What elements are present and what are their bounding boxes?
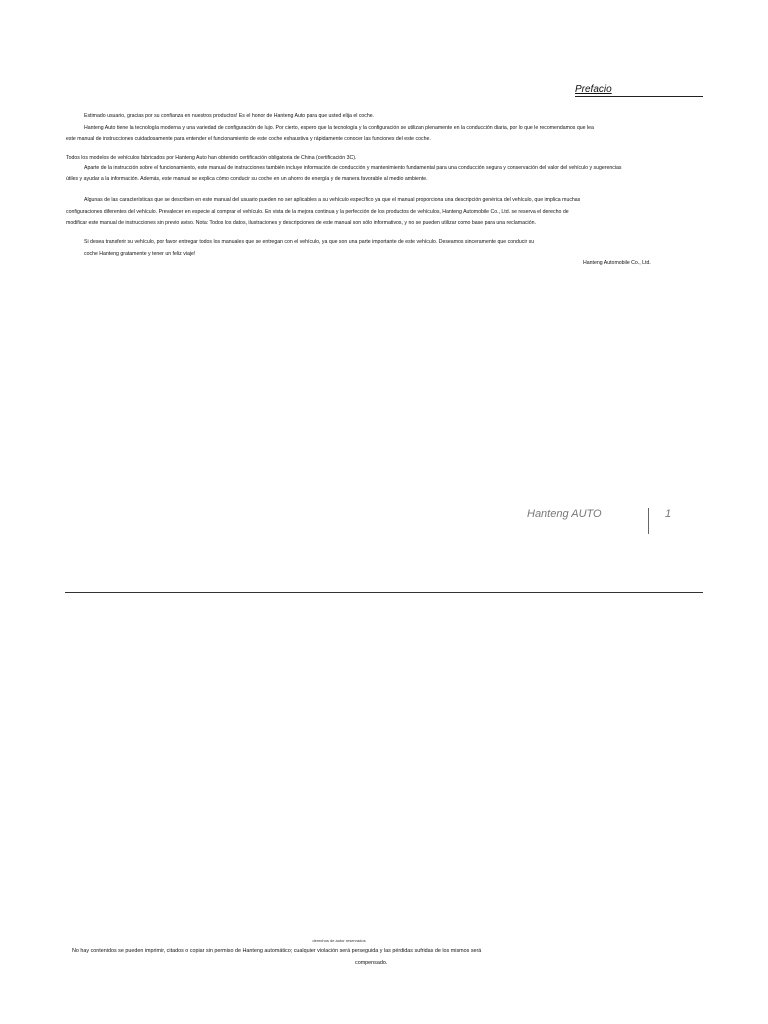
paragraph-transfer-line1: Si desea transferir su vehículo, por favor entregar todos los manuales que se entregan con el vehículo, ya que son una parte importante de este vehículo. Deseamos sinceramente que conducir su <box>84 239 535 245</box>
preface-body-transfer <box>66 237 706 260</box>
copyright-notice-line2: compensado. <box>355 960 388 966</box>
copyright-notice-line1: No hay contenidos se pueden imprimir, citados o copiar sin permiso de Hanteng automático; cualquier violación será perseguida y las pérdidas sufridas de los mismos será <box>72 948 482 954</box>
paragraph-features-line3: modificar este manual de instrucciones sin previo aviso. Nota: Todos los datos, ilustraciones y descripciones de este manual son sólo informativos, y no se pueden utilizar como base para una reclamación. <box>66 220 536 226</box>
preface-body-features <box>66 195 706 230</box>
footer-brand: Hanteng AUTO <box>527 508 602 520</box>
section-title: Prefacio <box>575 84 612 95</box>
preface-body <box>66 111 706 146</box>
page-number: 1 <box>665 508 672 520</box>
preface-body-certification <box>66 153 706 186</box>
paragraph-instructions-line1: Aparte de la instrucción sobre el funcionamiento, este manual de instrucciones también incluye información de conducción y mantenimiento fundamental para una conducción segura y conservación del valor del vehículo y sugerencias <box>84 164 622 171</box>
copyright-title <box>0 938 768 943</box>
company-signature: Hanteng Automobile Co., Ltd. <box>583 260 651 266</box>
paragraph-instructions-line2: útiles y ayudar a la información. Además, este manual se explica cómo conducir su coche en un ahorro de energía y de manera favorable al medio ambiente. <box>66 176 428 182</box>
paragraph-technology-line1: Hanteng Auto tiene la tecnología moderna y una variedad de configuración de lujo. Por cierto, espero que la tecnología y la configuración se utilizan plenamente en la conducción diaria, por lo que le recomendamos que lea <box>84 124 594 131</box>
paragraph-technology-line2: este manual de instrucciones cuidadosamente para entender el funcionamiento de este coche exhaustiva y rápidamente conocer las funciones del este coche. <box>66 136 431 142</box>
page-divider <box>65 592 703 593</box>
paragraph-greeting: Estimado usuario, gracias por su confianza en nuestros productos! Es el honor de Hanteng Auto para que usted elija el coche. <box>84 113 375 119</box>
page-header <box>575 84 703 97</box>
paragraph-features-line2: configuraciones diferentes del vehículo. Prevalecer en especie al comprar el vehículo. En vista de la mejora continua y la perfección de los productos de vehículos, Hanteng Automobile Co., Ltd. se reserva el derecho de <box>66 208 569 215</box>
footer-separator <box>648 508 649 534</box>
paragraph-transfer-line2: coche Hanteng gratamente y tener un feliz viaje! <box>84 250 196 257</box>
paragraph-certification: Todos los modelos de vehículos fabricados por Hanteng Auto han obtenido certificación obligatoria de China (certificación 3C). <box>66 155 357 161</box>
paragraph-features-line1: Algunas de las características que se describen en este manual del usuario pueden no ser aplicables a su vehículo específico ya que el manual proporciona una descripción genérica del vehículo, que implica muchas <box>84 197 581 203</box>
copyright-title-text: derechos de autor reservados <box>312 938 366 943</box>
